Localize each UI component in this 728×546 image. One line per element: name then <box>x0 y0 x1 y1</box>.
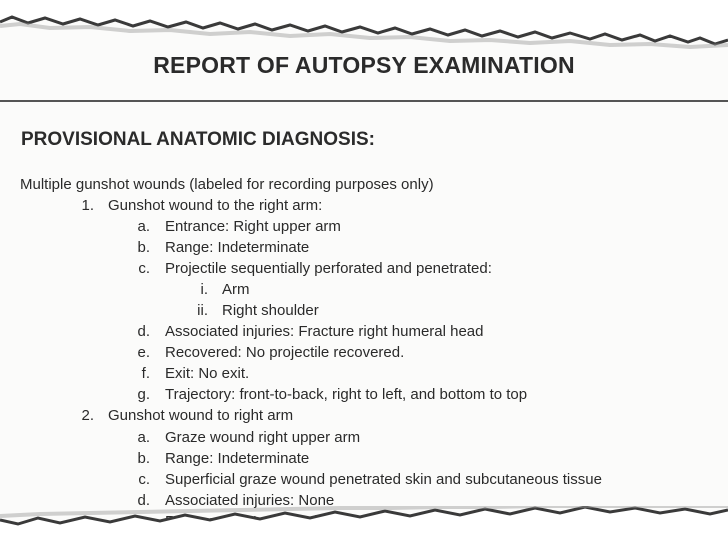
sub-item-marker: ii. <box>197 302 208 319</box>
wound-2-number: 2. <box>81 407 94 424</box>
list-item-marker: e. <box>137 344 150 361</box>
list-item-marker: a. <box>137 218 150 235</box>
list-item-marker: a. <box>137 429 150 446</box>
list-item: Graze wound right upper arm <box>165 429 361 446</box>
report-title: REPORT OF AUTOPSY EXAMINATION <box>153 52 575 78</box>
torn-top-edge <box>0 0 728 60</box>
list-item: Associated injuries: None <box>165 492 335 509</box>
list-item: Trajectory: front-to-back, right to left, and bottom to top <box>165 386 528 403</box>
title-divider <box>0 100 728 102</box>
list-item: Associated injuries: Fracture right humeral head <box>165 323 484 340</box>
list-item-marker: b. <box>137 450 150 467</box>
sub-item-marker: i. <box>200 281 208 298</box>
list-item-marker: g. <box>137 386 150 403</box>
wound-2-title: Gunshot wound to right arm <box>108 407 294 424</box>
list-item: Superficial graze wound penetrated skin and subcutaneous tissue <box>165 471 602 488</box>
list-item-marker: d. <box>137 323 150 340</box>
list-item-marker: d. <box>137 492 150 509</box>
section-heading: PROVISIONAL ANATOMIC DIAGNOSIS: <box>21 129 375 150</box>
list-item: Exit: No exit. <box>165 365 250 382</box>
torn-bottom-edge <box>0 506 728 546</box>
wound-1-title: Gunshot wound to the right arm: <box>108 197 323 214</box>
list-item-marker: c. <box>138 471 150 488</box>
list-item-marker: b. <box>137 239 150 256</box>
wound-1-number: 1. <box>81 197 94 214</box>
list-item-marker: c. <box>138 260 150 277</box>
list-item: Range: Indeterminate <box>165 450 310 467</box>
intro-line: Multiple gunshot wounds (labeled for recording purposes only) <box>20 176 434 193</box>
sub-item: Arm <box>222 281 250 298</box>
list-item-marker: f. <box>141 365 150 382</box>
list-item: Range: Indeterminate <box>165 239 310 256</box>
list-item: Recovered: No projectile recovered. <box>165 344 405 361</box>
sub-item: Right shoulder <box>222 302 319 319</box>
list-item: Entrance: Right upper arm <box>165 218 341 235</box>
list-item: Projectile sequentially perforated and penetrated: <box>165 260 492 277</box>
